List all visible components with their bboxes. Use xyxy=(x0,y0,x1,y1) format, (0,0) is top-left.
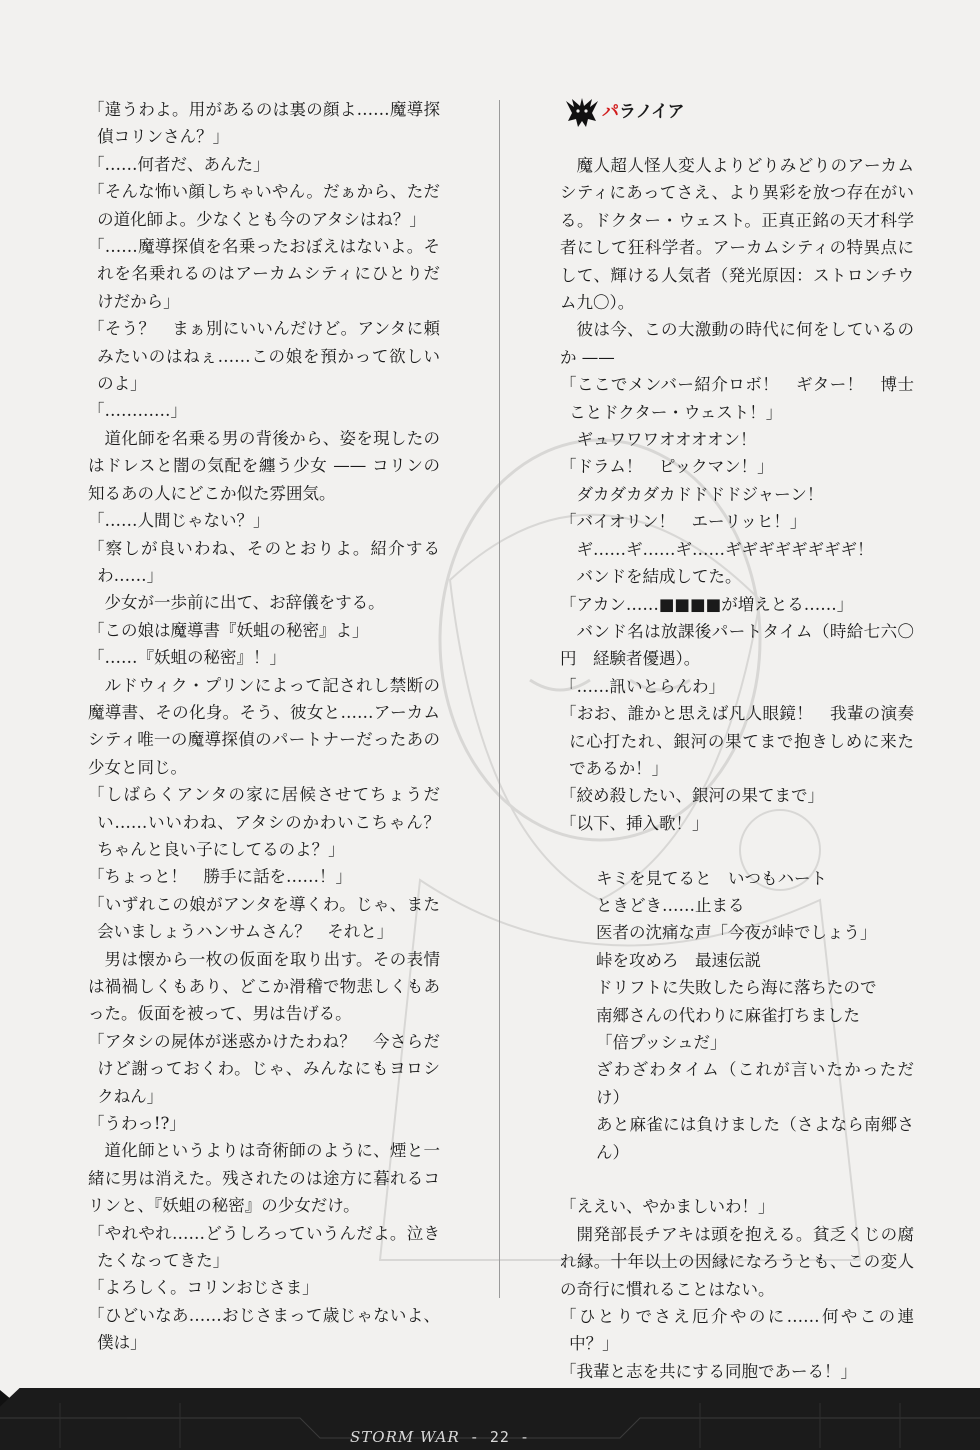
paragraph: 「ここでメンバー紹介ロボ！ ギター！ 博士ことドクター・ウェスト！」 xyxy=(560,375,914,422)
paragraph: 少女が一歩前に出て、お辞儀をする。 xyxy=(104,593,385,613)
paragraph: 「うわっ!?」 xyxy=(88,1114,186,1134)
paragraph: 「絞め殺したい、銀河の果てまで」 xyxy=(560,786,824,806)
paragraph: ルドウィク・プリンによって記されし禁断の魔導書、その化身。そう、彼女と……アーカムシティ唯一の魔導探偵のパートナーだったあの少女と同じ。 xyxy=(88,675,440,777)
page-number: - 22 - xyxy=(469,1428,530,1446)
paragraph: 開発部長チアキは頭を抱える。貧乏くじの腐れ縁。十年以上の因縁になろうとも、この変人の奇行に慣れることはない。 xyxy=(560,1224,914,1299)
column-divider xyxy=(499,100,500,1298)
lyric-line: ときどき……止まる xyxy=(596,895,745,915)
paragraph: 「ドラム！ ピックマン！」 xyxy=(560,457,774,477)
paragraph: 「……訊いとらんわ」 xyxy=(560,676,725,696)
paragraph: 「違うわよ。用があるのは裏の顔よ……魔導探偵コリンさん？」 xyxy=(88,100,440,147)
paragraph: 「そう？ まぁ別にいいんだけど。アンタに頼みたいのはねぇ……この娘を預かって欲しいのよ」 xyxy=(88,319,440,394)
paragraph: 「察しが良いわね、そのとおりよ。紹介するわ……」 xyxy=(88,538,440,585)
paragraph: 「おお、誰かと思えば凡人眼鏡！ 我輩の演奏に心打たれ、銀河の果てまで抱きしめに来たであるか！」 xyxy=(560,704,914,778)
paragraph: バンドを結成してた。 xyxy=(576,567,742,587)
demon-emblem-icon xyxy=(564,97,600,129)
lyric-line: 峠を攻めろ 最速伝説 xyxy=(596,950,761,970)
paragraph: 「やれやれ……どうしろっていうんだよ。泣きたくなってきた」 xyxy=(88,1223,440,1271)
section-heading xyxy=(564,96,914,130)
paragraph: 「しばらくアンタの家に居候させてちょうだい……いいわね、アタシのかわいこちゃん？ ちゃんと良い子にしてるのよ？」 xyxy=(88,785,457,859)
paragraph: 道化師を名乗る男の背後から、姿を現したのはドレスと闇の気配を纏う少女 —— コリンの知るあの人にどこか似た雰囲気。 xyxy=(88,428,440,503)
paragraph: 「アタシの屍体が迷惑かけたわね？ 今さらだけど謝っておくわ。じゃ、みんなにもヨロシクねん」 xyxy=(88,1031,440,1106)
paragraph: ギ……ギ……ギ……ギギギギギギギギ！ xyxy=(576,539,874,559)
paragraph: 「アカン……■■■■が増えとる……」 xyxy=(560,594,854,614)
lyric-line: 南郷さんの代わりに麻雀打ちました xyxy=(596,1005,860,1025)
paragraph: 「よろしく。コリンおじさま」 xyxy=(88,1278,319,1298)
paragraph: 魔人超人怪人変人よりどりみどりのアーカムシティにあってさえ、より異彩を放つ存在がいる。ドクター・ウェスト。正真正銘の天才科学者にして狂科学者。アーカムシティの特異点にして、輝ける人気者（発光原因：ストロンチウム九〇）。 xyxy=(560,156,914,313)
lyric-line: キミを見てると いつもハート xyxy=(596,868,827,888)
song-lyrics xyxy=(560,865,914,1166)
paragraph: 「この娘は魔導書『妖蛆の秘密』よ」 xyxy=(88,620,369,640)
lyric-line: 医者の沈痛な声「今夜が峠でしょう」 xyxy=(596,923,877,943)
paragraph: 「ひとりでさえ厄介やのに……何やこの連中？」 xyxy=(560,1307,914,1354)
lyric-line: あと麻雀には負けました（さよなら南郷さん） xyxy=(596,1115,914,1162)
paragraph: ダカダカダカドドドドジャーン！ xyxy=(576,484,824,504)
paragraph: 「そんな怖い顔しちゃいやん。だぁから、ただの道化師よ。少なくとも今のアタシはね？」 xyxy=(88,182,440,229)
right-column xyxy=(560,96,914,1385)
paragraph: 道化師というよりは奇術師のように、煙と一緒に男は消えた。残されたのは途方に暮れるコリンと、『妖蛆の秘密』の少女だけ。 xyxy=(88,1141,440,1216)
paragraph: 「バイオリン！ エーリッヒ！」 xyxy=(560,512,807,532)
section-title: パラノイア xyxy=(602,102,685,123)
paragraph: 「ちょっと！ 勝手に話を……！」 xyxy=(88,867,352,887)
paragraph: 「…………」 xyxy=(88,401,187,421)
paragraph: 「ええい、やかましいわ！」 xyxy=(560,1197,775,1217)
lyric-line: ドリフトに失敗したら海に落ちたので xyxy=(596,978,877,998)
paragraph: 「我輩と志を共にする同胞であーる！」 xyxy=(560,1361,857,1381)
paragraph: 「……『妖蛆の秘密』！」 xyxy=(88,648,286,668)
paragraph: 「以下、挿入歌！」 xyxy=(560,813,709,833)
left-column xyxy=(88,96,457,1357)
paragraph: 「……魔導探偵を名乗ったおぼえはないよ。それを名乗れるのはアーカムシティにひとりだけだから」 xyxy=(88,237,440,311)
paragraph: 「……何者だ、あんた」 xyxy=(88,154,270,174)
paragraph: ギュワワワオオオオン！ xyxy=(576,430,757,450)
paragraph: バンド名は放課後パートタイム（時給七六〇円 経験者優遇）。 xyxy=(560,621,914,669)
paragraph: 「……人間じゃない？」 xyxy=(88,511,270,531)
paragraph: 男は懐から一枚の仮面を取り出す。その表情は禍禍しくもあり、どこか滑稽で物悲しくもあった。仮面を被って、男は告げる。 xyxy=(88,949,440,1024)
footer-series-title: STORM WAR xyxy=(350,1428,460,1446)
footer-text xyxy=(350,1428,530,1446)
paragraph: 「ひどいなあ……おじさまって歳じゃないよ、僕は」 xyxy=(88,1305,440,1353)
lyric-line: ざわざわタイム（これが言いたかっただけ） xyxy=(596,1060,914,1107)
paragraph: 「いずれこの娘がアンタを導くわ。じゃ、また会いましょうハンサムさん？ それと」 xyxy=(88,894,440,942)
lyric-line: 「倍プッシュだ」 xyxy=(596,1032,727,1052)
paragraph: 彼は今、この大激動の時代に何をしているのか —— xyxy=(560,320,914,367)
